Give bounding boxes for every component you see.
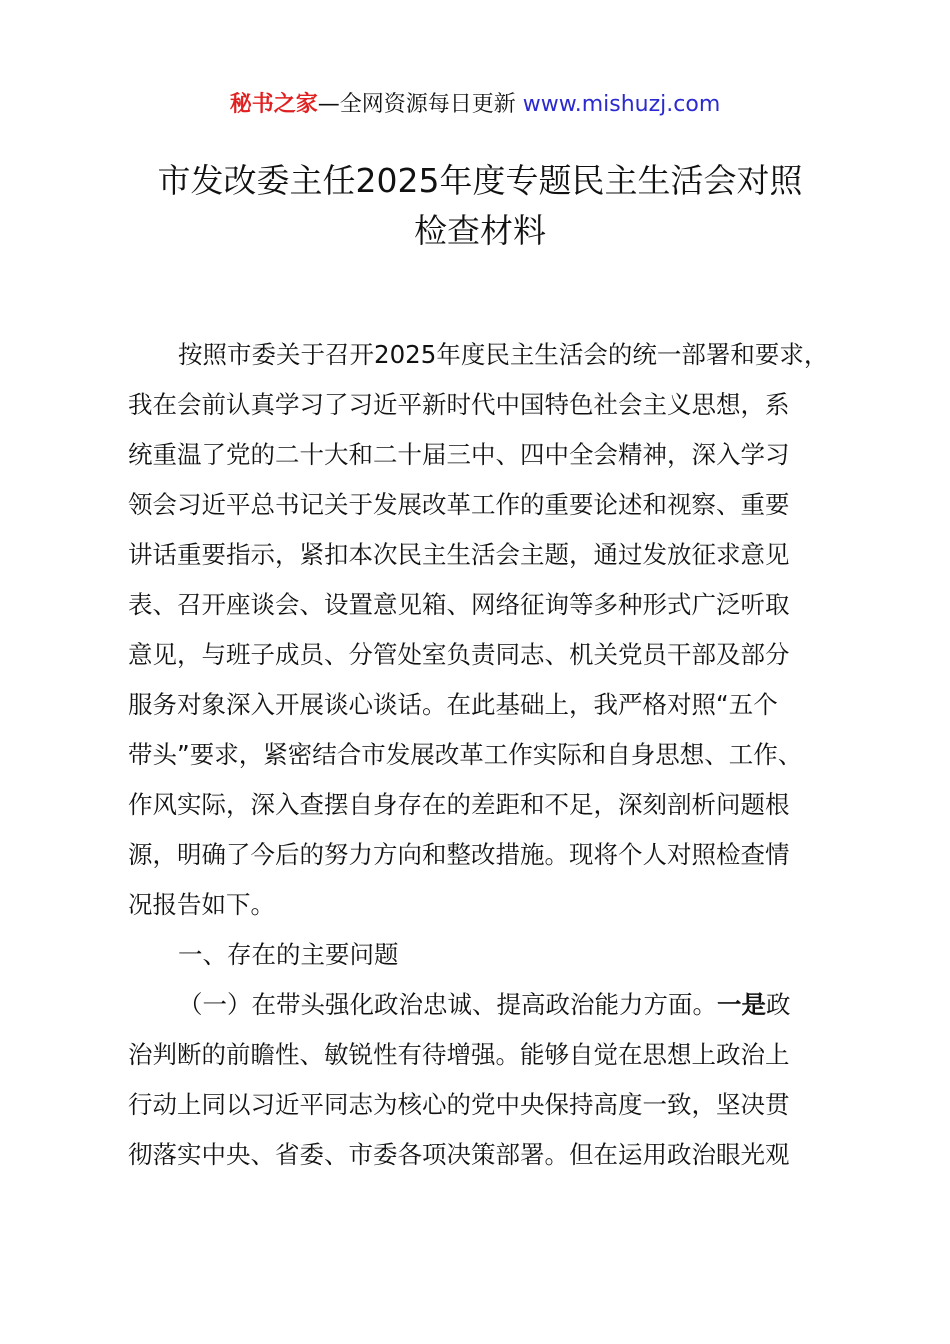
paragraph-line: 带头”要求，紧密结合市发展改革工作实际和自身思想、工作、	[128, 740, 803, 769]
paragraph-line-tail: 政	[766, 990, 791, 1019]
paragraph-line: 统重温了党的二十大和二十届三中、四中全会精神，深入学习	[128, 440, 790, 469]
title-line-1: 市发改委主任2025年度专题民主生活会对照	[157, 161, 803, 200]
paragraph-line: 行动上同以习近平同志为核心的党中央保持高度一致，坚决贯	[128, 1090, 790, 1119]
section-heading-1	[128, 930, 838, 980]
intro-paragraph	[128, 330, 838, 930]
paragraph-line: 讲话重要指示，紧扣本次民主生活会主题，通过发放征求意见	[128, 540, 790, 569]
section-heading-text: 一、存在的主要问题	[178, 940, 399, 969]
paragraph-line: 领会习近平总书记关于发展改革工作的重要论述和视察、重要	[128, 490, 790, 519]
paragraph-line: 意见，与班子成员、分管处室负责同志、机关党员干部及部分	[128, 640, 790, 669]
document-title	[100, 156, 860, 256]
emphasis-first-point: 一是	[717, 990, 766, 1019]
problem-paragraph	[128, 980, 838, 1180]
paragraph-line: 彻落实中央、省委、市委各项决策部署。但在运用政治眼光观	[128, 1140, 790, 1169]
paragraph-line: 按照市委关于召开2025年度民主生活会的统一部署和要求，	[178, 340, 829, 369]
paragraph-line: 治判断的前瞻性、敏锐性有待增强。能够自觉在思想上政治上	[128, 1040, 790, 1069]
paragraph-line: 况报告如下。	[128, 890, 275, 919]
title-line-2: 检查材料	[414, 211, 546, 250]
paragraph-line: 服务对象深入开展谈心谈话。在此基础上，我严格对照“五个	[128, 690, 778, 719]
site-header	[0, 88, 950, 122]
paragraph-line: 表、召开座谈会、设置意见箱、网络征询等多种形式广泛听取	[128, 590, 790, 619]
paragraph-line	[128, 980, 838, 1030]
header-tagline: —全网资源每日更新	[317, 92, 516, 117]
paragraph-line: 作风实际，深入查摆自身存在的差距和不足，深刻剖析问题根	[128, 790, 790, 819]
paragraph-line: 我在会前认真学习了习近平新时代中国特色社会主义思想，系	[128, 390, 790, 419]
paragraph-line: 源，明确了今后的努力方向和整改措施。现将个人对照检查情	[128, 840, 790, 869]
brand-name: 秘书之家	[229, 92, 318, 117]
subsection-heading: （一）在带头强化政治忠诚、提高政治能力方面。	[178, 990, 717, 1019]
site-url-link[interactable]: www.mishuzj.com	[522, 92, 721, 117]
